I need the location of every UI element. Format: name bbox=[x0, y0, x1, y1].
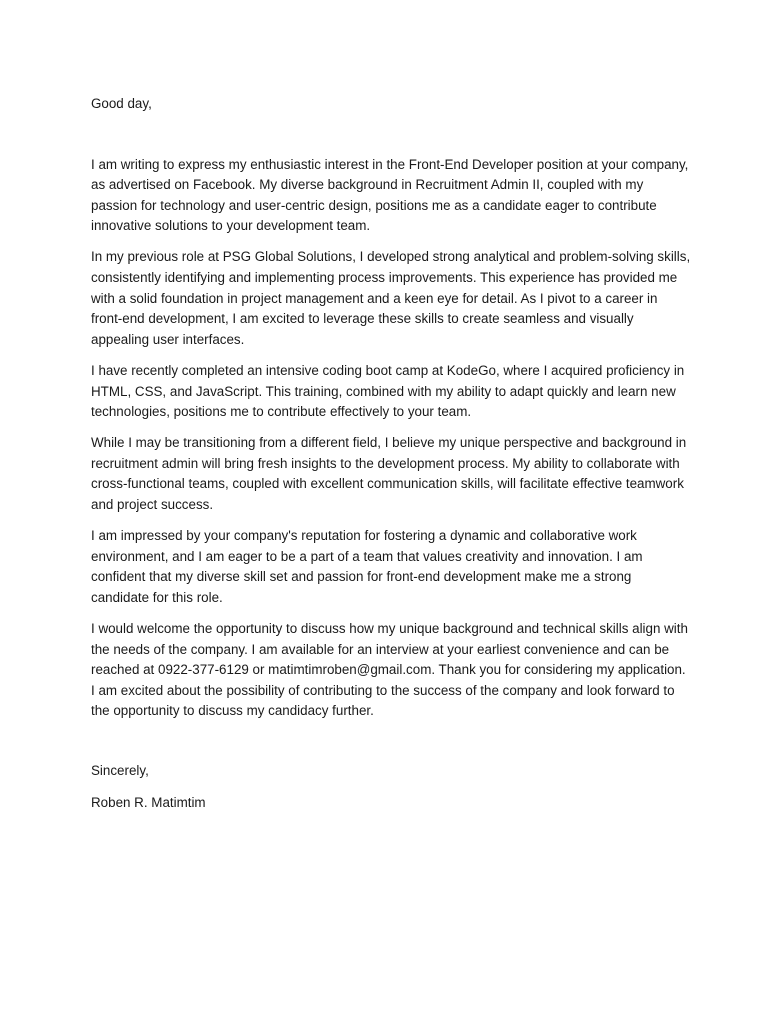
paragraph-previous-role: In my previous role at PSG Global Solutions, I developed strong analytical and problem-solving skills, consistently identifying and implementing process improvements. This experience has provided me with a solid foundation in project management and a keen eye for detail. As I pivot to a career in front-end development, I am excited to leverage these skills to create seamless and visually appealing user interfaces. bbox=[91, 249, 691, 347]
cover-letter bbox=[91, 94, 691, 813]
greeting: Good day, bbox=[91, 96, 152, 111]
paragraph-transition: While I may be transitioning from a different field, I believe my unique perspective and background in recruitment admin will bring fresh insights to the development process. My ability to collaborate with cross-functional teams, coupled with excellent communication skills, will facilitate effective teamwork and project success. bbox=[91, 435, 687, 512]
paragraph-boot-camp: I have recently completed an intensive coding boot camp at KodeGo, where I acquired proficiency in HTML, CSS, and JavaScript. This training, combined with my ability to adapt quickly and learn new technologies, positions me to contribute effectively to your team. bbox=[91, 362, 685, 420]
sign-off: Sincerely, bbox=[91, 762, 149, 778]
letter-closing bbox=[91, 761, 691, 813]
signature-name: Roben R. Matimtim bbox=[91, 794, 206, 810]
paragraph-company: I am impressed by your company's reputation for fostering a dynamic and collaborative work environment, and I am eager to be a part of a team that values creativity and innovation. I am confident that my diverse skill set and passion for front-end development make me a strong candidate for this role. bbox=[91, 528, 643, 605]
paragraph-contact: I would welcome the opportunity to discuss how my unique background and technical skills align with the needs of the company. I am available for an interview at your earliest convenience and can be reached at 0922-377-6129 or matimtimroben@gmail.com. Thank you for considering my application. I am excited about the possibility of contributing to the success of the company and look forward to the opportunity to discuss my candidacy further. bbox=[91, 620, 688, 719]
letter-body bbox=[91, 155, 691, 722]
paragraph-intro: I am writing to express my enthusiastic interest in the Front-End Developer position at your company, as advertised on Facebook. My diverse background in Recruitment Admin II, coupled with my passion for technology and user-centric design, positions me as a candidate eager to contribute innovative solutions to your development team. bbox=[91, 156, 689, 234]
